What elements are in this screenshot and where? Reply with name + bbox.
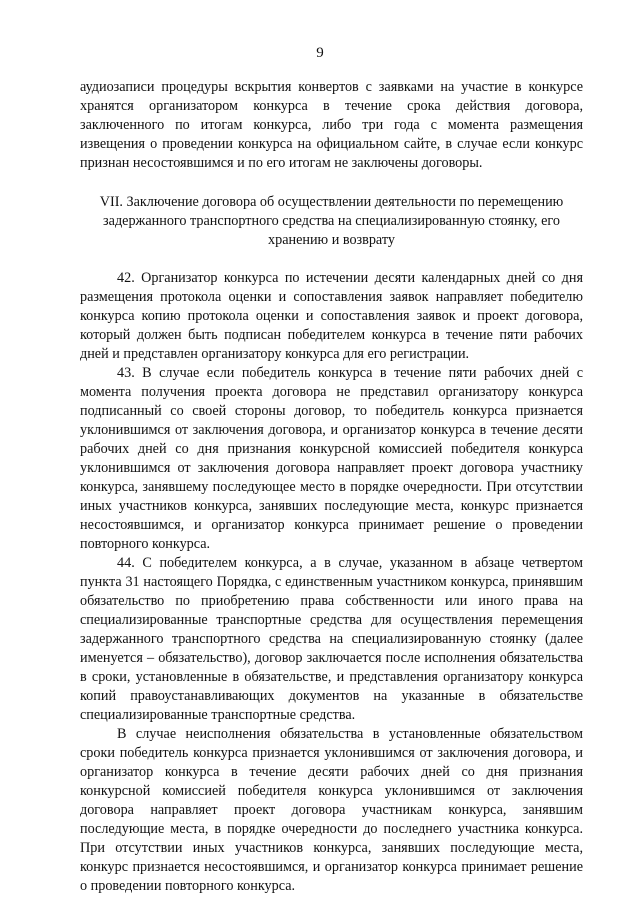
section-heading: VII. Заключение договора об осуществлении деятельности по перемещению задержанного транспортного средства на специализированную стоянку, его хранению и возврату bbox=[99, 194, 564, 248]
document-body bbox=[80, 78, 583, 896]
paragraph-43: 43. В случае если победитель конкурса в течение пяти рабочих дней с момента получения проекта договора не представил организатору конкурса подписанный со своей стороны договор, то победитель конкурса признается уклонившимся от заключения договора, и организатор конкурса в течение десяти рабочих дней со дня признания конкурсной комиссией победителя конкурса уклонившимся от заключения договора направляет проект договора участнику конкурса, занявшему последующее место в порядке очередности. При отсутствии иных участников конкурса, занявших последующие места, конкурс признается несостоявшимся, и организатор конкурса принимает решение о проведении повторного конкурса. bbox=[80, 365, 583, 552]
paragraph-42: 42. Организатор конкурса по истечении десяти календарных дней со дня размещения протокола оценки и сопоставления заявок направляет победителю конкурса копию протокола оценки и сопоставления заявок и проект договора, который должен быть подписан победителем конкурса в течение пяти рабочих дней и представлен организатору конкурса для его регистрации. bbox=[80, 270, 583, 362]
paragraph-44: 44. С победителем конкурса, а в случае, указанном в абзаце четвертом пункта 31 настоящего Порядка, с единственным участником конкурса, принявшим обязательство по приобретению права собственности или иного права на специализированные транспортные средства для осуществления перемещения задержанного транспортного средства на специализированную стоянку (далее именуется – обязательство), договор заключается после исполнения обязательства в сроки, установленные в обязательстве, и представления организатору конкурса копий правоустанавливающих документов на указанные в обязательстве специализированные транспортные средства. bbox=[80, 555, 583, 723]
paragraph-continuation: аудиозаписи процедуры вскрытия конвертов с заявками на участие в конкурсе хранятся организатором конкурса в течение срока действия договора, заключенного по итогам конкурса, либо три года с момента размещения извещения о проведении конкурса на официальном сайте, в случае если конкурс признан несостоявшимся и по его итогам не заключены договоры. bbox=[80, 79, 583, 171]
paragraph-44-continued: В случае неисполнения обязательства в установленные обязательством сроки победитель конкурса признается уклонившимся от заключения договора, и организатор конкурса в течение десяти рабочих дней со дня признания конкурсной комиссией победителя конкурса уклонившимся от заключения договора направляет проект договора участникам конкурса, занявшим последующие места, в порядке очередности до последнего участника конкурса. При отсутствии иных участников конкурса, занявших последующие места, конкурс признается несостоявшимся, и организатор конкурса принимает решение о проведении повторного конкурса. bbox=[80, 726, 583, 894]
page-number: 9 bbox=[316, 45, 324, 61]
